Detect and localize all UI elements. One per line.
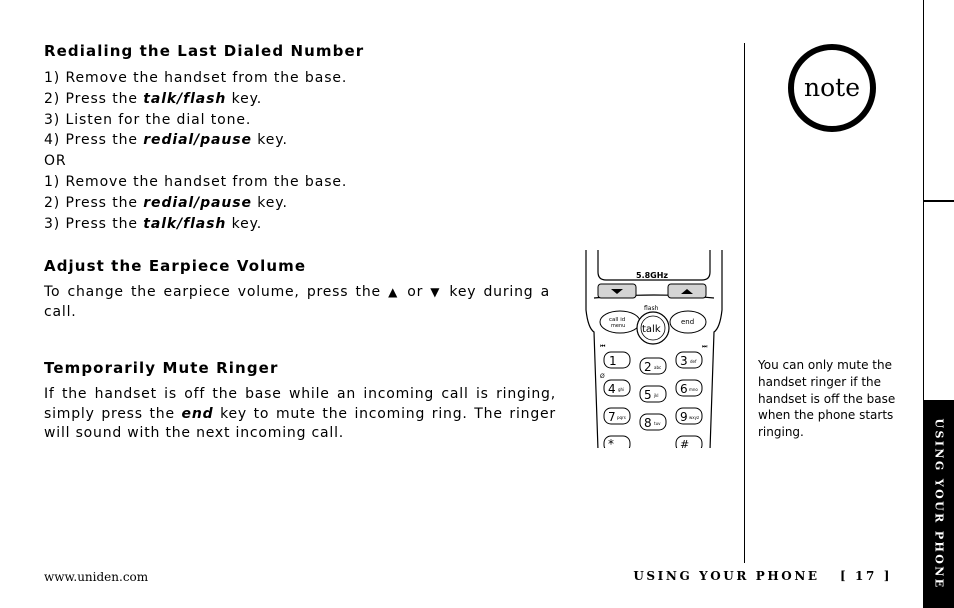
svg-text:4: 4 bbox=[608, 382, 616, 396]
mute-paragraph: If the handset is off the base while an incoming call is ringing, simply press the end key to mute the incoming ring. The ringer will sound with the next incoming call. bbox=[44, 386, 556, 441]
svg-text:menu: menu bbox=[611, 323, 626, 329]
talk-button[interactable] bbox=[637, 312, 669, 344]
volume-down-icon: ▼ bbox=[430, 285, 443, 299]
redial-steps-list bbox=[44, 68, 347, 234]
keypad bbox=[604, 352, 702, 448]
keypad-key-4[interactable] bbox=[604, 380, 630, 396]
redial-step-or: OR bbox=[44, 153, 67, 170]
svg-text:call id: call id bbox=[609, 317, 626, 323]
keypad-key-8[interactable] bbox=[640, 414, 666, 430]
redial-step: 1) Remove the handset from the base. bbox=[44, 70, 348, 86]
keypad-key-2[interactable] bbox=[640, 358, 666, 374]
talk-flash-key-label: talk/flash bbox=[143, 215, 227, 232]
chapter-tab bbox=[923, 400, 954, 608]
svg-text:3: 3 bbox=[680, 354, 688, 368]
keypad-key-5[interactable] bbox=[640, 386, 666, 402]
redial-step: 3) Listen for the dial tone. bbox=[44, 111, 252, 128]
svg-text:mno: mno bbox=[689, 387, 698, 392]
svg-text:talk: talk bbox=[642, 324, 661, 335]
svg-text:#: # bbox=[680, 438, 690, 448]
svg-text:5: 5 bbox=[644, 388, 652, 402]
svg-text:*: * bbox=[608, 437, 614, 448]
keypad-key-7[interactable] bbox=[604, 408, 630, 424]
svg-text:ghi: ghi bbox=[618, 387, 625, 392]
redial-step: 1) Remove the handset from the base. bbox=[44, 173, 348, 190]
svg-text:9: 9 bbox=[680, 410, 688, 424]
redial-section-title: Redialing the Last Dialed Number bbox=[44, 42, 365, 60]
svg-text:Ø: Ø bbox=[600, 373, 605, 380]
redial-pause-key-label: redial/pause bbox=[143, 132, 252, 149]
keypad-key-hash[interactable] bbox=[676, 436, 702, 448]
note-badge bbox=[787, 43, 877, 133]
svg-text:7: 7 bbox=[608, 410, 616, 424]
redial-step: 4) Press the redial/pause key. bbox=[44, 132, 288, 149]
svg-text:2: 2 bbox=[644, 360, 652, 374]
edge-tick bbox=[923, 200, 954, 202]
svg-text:pqrs: pqrs bbox=[617, 415, 626, 420]
redial-step: 2) Press the redial/pause key. bbox=[44, 194, 288, 211]
keypad-key-6[interactable] bbox=[676, 380, 702, 396]
chapter-tab-label: USING YOUR PHONE bbox=[932, 418, 945, 590]
footer-url: www.uniden.com bbox=[44, 570, 149, 584]
end-button[interactable] bbox=[670, 311, 706, 333]
keypad-key-1[interactable] bbox=[604, 352, 630, 368]
page-number: [ 17 ] bbox=[839, 569, 892, 583]
volume-paragraph: To change the earpiece volume, press the ▲ or ▼ key during a call. bbox=[44, 284, 551, 320]
keypad-key-3[interactable] bbox=[676, 352, 702, 368]
svg-text:abc: abc bbox=[654, 365, 662, 370]
talk-flash-key-label: talk/flash bbox=[143, 90, 227, 107]
svg-text:wxyz: wxyz bbox=[689, 415, 700, 420]
column-divider bbox=[744, 43, 745, 563]
redial-pause-key-label: redial/pause bbox=[143, 194, 252, 211]
svg-text:6: 6 bbox=[680, 382, 688, 396]
svg-text:⏭: ⏭ bbox=[702, 343, 708, 350]
svg-text:jkl: jkl bbox=[654, 393, 659, 398]
end-key-label: end bbox=[181, 405, 214, 422]
band-label: 5.8GHz bbox=[636, 271, 669, 280]
redial-step: 3) Press the talk/flash key. bbox=[44, 215, 263, 232]
volume-up-button[interactable] bbox=[668, 284, 706, 298]
svg-text:tuv: tuv bbox=[654, 421, 661, 426]
handset-illustration bbox=[584, 250, 724, 448]
volume-section-title: Adjust the Earpiece Volume bbox=[44, 257, 307, 275]
mute-section-title: Temporarily Mute Ringer bbox=[44, 359, 279, 377]
callid-menu-button[interactable] bbox=[600, 311, 640, 333]
note-badge-label: note bbox=[804, 73, 860, 102]
keypad-key-star[interactable] bbox=[604, 436, 630, 448]
redial-step: 2) Press the talk/flash key. bbox=[44, 90, 263, 107]
svg-text:⏮: ⏮ bbox=[600, 343, 606, 350]
keypad-key-9[interactable] bbox=[676, 408, 702, 424]
note-text: You can only mute the handset ringer if the handset is off the base when the phone starts ringing. bbox=[758, 358, 896, 440]
volume-down-button[interactable] bbox=[598, 284, 636, 298]
footer-section: USING YOUR PHONE [ 17 ] bbox=[633, 569, 892, 583]
svg-text:1: 1 bbox=[609, 354, 617, 368]
flash-label: flash bbox=[644, 305, 659, 312]
svg-text:end: end bbox=[681, 318, 695, 326]
svg-text:def: def bbox=[690, 359, 697, 364]
volume-up-icon: ▲ bbox=[388, 285, 401, 299]
svg-text:8: 8 bbox=[644, 416, 652, 430]
